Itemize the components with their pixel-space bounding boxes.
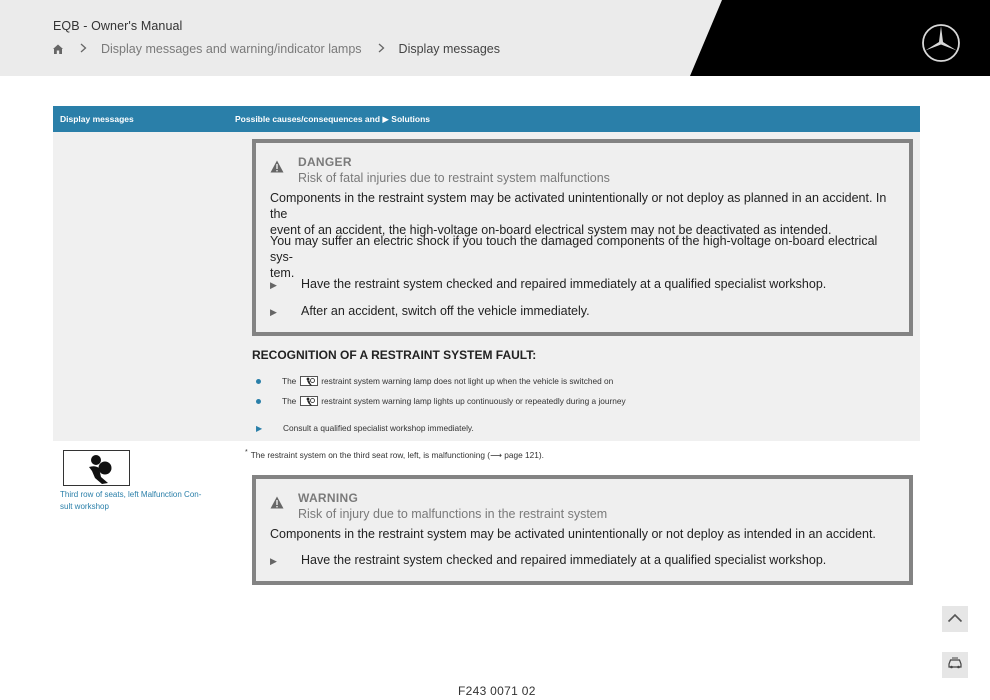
action-text: Consult a qualified specialist workshop immediately. (283, 423, 474, 433)
seat-row-note (245, 449, 544, 460)
danger-step-2 (270, 304, 590, 318)
bullet-text-prefix: The (282, 396, 297, 406)
breadcrumb (52, 41, 500, 56)
warning-signal-word: WARNING (298, 491, 359, 505)
danger-subtitle: Risk of fatal injuries due to restraint system malfunctions (298, 171, 610, 185)
warning-paragraph-1: Components in the restraint system may be activated unintentionally or not deploy as intended in an accident. (270, 527, 876, 541)
chevron-right-icon (378, 41, 385, 56)
bullet-text: restraint system warning lamp lights up continuously or repeatedly during a journey (321, 396, 626, 406)
breadcrumb-item-warning-lamps[interactable]: Display messages and warning/indicator lamps (101, 41, 362, 56)
column-header-display-messages: Display messages (60, 114, 134, 124)
airbag-passenger-icon (63, 450, 130, 486)
step-text: After an accident, switch off the vehicle immediately. (301, 304, 590, 318)
column-header-causes-solutions: Possible causes/consequences and ▶ Solutions (235, 114, 431, 124)
bullet-text: restraint system warning lamp does not light up when the vehicle is switched on (321, 376, 614, 386)
three-pointed-star-logo[interactable] (921, 23, 961, 63)
car-icon (947, 656, 963, 674)
action-item (256, 423, 474, 433)
text-line: Components in the restraint system may be activated unintentionally or not deploy as planned in an accident. In the (270, 191, 887, 221)
chevron-up-icon (947, 610, 963, 628)
warning-subtitle: Risk of injury due to malfunctions in the restraint system (298, 507, 608, 521)
restraint-system-lamp-icon (300, 396, 318, 406)
warning-step-1 (270, 553, 826, 567)
bullet-icon (256, 379, 261, 384)
list-item (256, 376, 613, 386)
home-icon[interactable] (52, 43, 64, 55)
play-arrow-icon: ▶ (270, 556, 277, 566)
danger-box (252, 139, 913, 336)
warning-box (252, 475, 913, 585)
restraint-system-lamp-icon (300, 376, 318, 386)
footnote-marker: * (245, 449, 248, 456)
caption-line: Third row of seats, left Malfunction Con- (60, 490, 202, 499)
figure-caption (60, 489, 220, 513)
bullet-text-prefix: The (282, 376, 297, 386)
danger-paragraph-1 (270, 190, 895, 238)
vehicle-view-button[interactable] (942, 652, 968, 678)
warning-triangle-icon (270, 496, 284, 509)
play-arrow-icon: ▶ (256, 423, 263, 433)
caption-line: sult workshop (60, 502, 109, 511)
warning-triangle-icon (270, 160, 284, 173)
danger-paragraph-2 (270, 233, 895, 281)
danger-signal-word: DANGER (298, 155, 352, 169)
header (0, 0, 990, 76)
bullet-icon (256, 399, 261, 404)
play-arrow-icon: ▶ (270, 307, 277, 317)
text-line: tem. (270, 266, 295, 280)
scroll-to-top-button[interactable] (942, 606, 968, 632)
step-text: Have the restraint system checked and repaired immediately at a qualified specialist workshop. (301, 553, 827, 567)
text-line: event of an accident, the high-voltage on-board electrical system may not be deactivated as intended. (270, 223, 832, 237)
chevron-right-icon (80, 41, 87, 56)
table-header (53, 106, 920, 132)
note-text[interactable]: The restraint system on the third seat row, left, is malfunctioning (⟶ page 121). (250, 449, 544, 460)
list-item (256, 396, 626, 406)
breadcrumb-item-current: Display messages (398, 41, 500, 56)
step-text: Have the restraint system checked and repaired immediately at a qualified specialist workshop. (301, 277, 827, 291)
recognition-heading: RECOGNITION OF A RESTRAINT SYSTEM FAULT: (252, 348, 537, 362)
figure-code: F243 0071 02 (458, 684, 536, 698)
app-title: EQB - Owner's Manual (53, 19, 183, 33)
play-arrow-icon: ▶ (270, 280, 277, 290)
danger-step-1 (270, 277, 826, 291)
text-line: You may suffer an electric shock if you touch the damaged components of the high-voltage on-board electrical sys- (270, 234, 878, 264)
